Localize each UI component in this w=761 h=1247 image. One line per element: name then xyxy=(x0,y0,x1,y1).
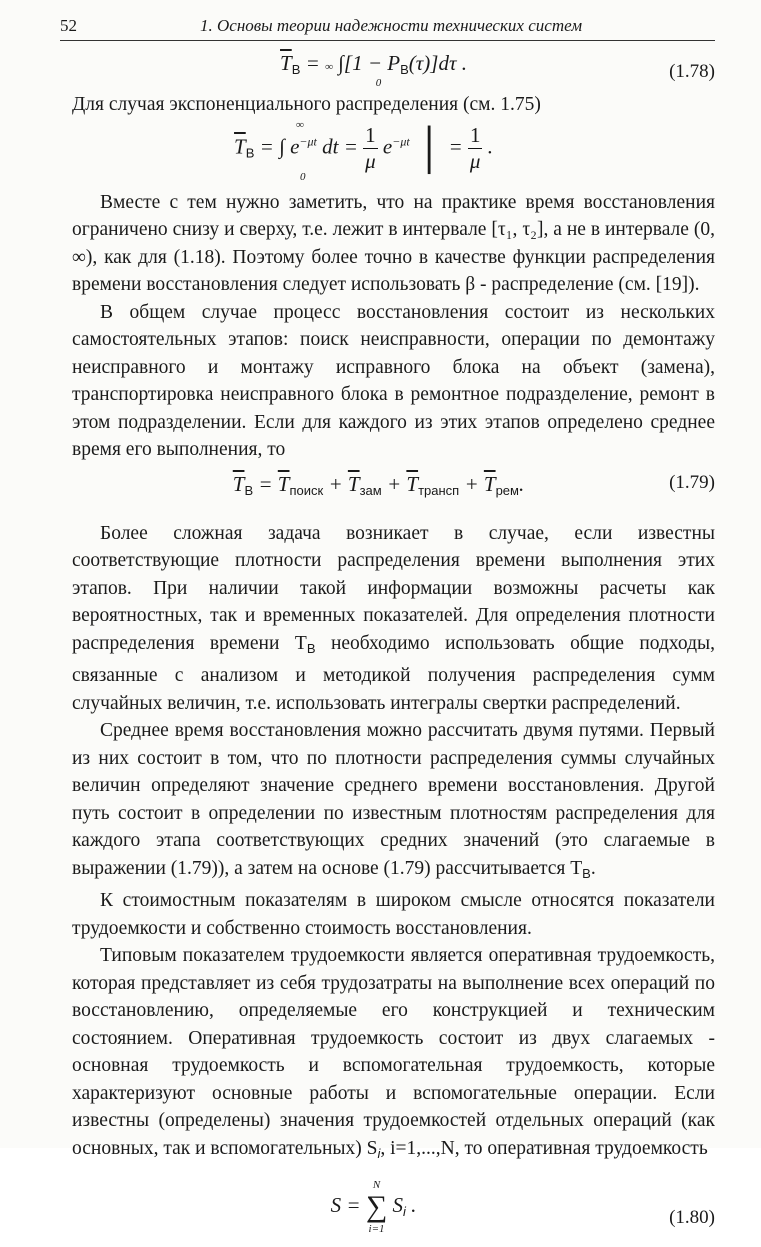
frac-denominator: μ xyxy=(365,148,376,173)
running-title: 1. Основы теории надежности технических систем xyxy=(200,16,583,35)
lower-limit: 0 xyxy=(375,77,382,89)
eq-sub: рем xyxy=(495,482,519,498)
paragraph-text: Более сложная задача возникает в случае, если известны соответствующие плотности распределения времени выполнения этих этапов. При наличии такой информации возможны расчеты как вероятностных, так и временных показателей. Для определения плотности распределения времени Т xyxy=(72,522,715,654)
inline-sub: В xyxy=(306,640,316,656)
eq-lhs: $\overline{T}$ xyxy=(280,51,292,75)
equation-1-80 xyxy=(72,1177,715,1247)
paragraph-text: Среднее время восстановления можно рассчитать двумя путями. Первый из них состоит в том, что по плотности распределения суммы случайных величин определяют значение среднего времени восстановления. Другой путь состоит в определении по известным плотностям распределения для каждого этапа соответствующих средних значений (это слагаемые в выражении (1.79)), а затем на основе (1.79) рассчитывается T xyxy=(72,720,715,879)
eq-end: . xyxy=(405,1192,417,1217)
eq-term: $\overline{T}$ xyxy=(406,471,419,496)
inline-sub: i xyxy=(377,1145,381,1161)
eq-term: $\overline{T}$ xyxy=(483,471,496,496)
eq-lhs-sub: В xyxy=(291,62,301,77)
upper-limit: N xyxy=(372,1179,381,1191)
inline-sub: В xyxy=(582,865,591,881)
eq-term: $\overline{T}$ xyxy=(277,471,290,496)
eq-term: $\overline{T}$ xyxy=(232,471,245,496)
paragraph: В общем случае процесс восстановления состоит из нескольких самостоятельных этапов: поиск неисправности, операции по демонтажу неисправного и монтажу исправного блока на объект (замена), транспортировка неисправного блока в ремонтное подразделение, ремонт в этом подразделении. Если для каждого из этих этапов определено среднее время его выполнения, то xyxy=(72,301,715,460)
eq-lhs: $\overline{T}$ xyxy=(234,133,246,158)
paragraph: К стоимостным показателям в широком смысле относятся показатели трудоемкости и собственно стоимость восстановления. xyxy=(72,890,715,939)
eq-integrand: = ∫ e xyxy=(259,133,300,158)
eq-body: ∫[1 − P xyxy=(338,51,401,75)
paragraph: Вместе с тем нужно заметить, что на практике время восстановления ограничено снизу и сверху, т.е. лежит в интервале [τ₁, τ₂], а не в интервале (0, ∞), как для (1.18). Поэтому более точно в качестве функции распределения времени восстановления следует использовать β - распределение (см. [19]). xyxy=(72,191,715,295)
equation-number: (1.79) xyxy=(669,471,715,493)
page-header xyxy=(60,14,715,41)
frac-numerator: 1 xyxy=(469,122,481,147)
lower-limit: i=1 xyxy=(368,1223,385,1235)
page-number: 52 xyxy=(60,16,77,35)
sum-operator xyxy=(366,1177,387,1237)
eq-body-end: (τ)]dτ . xyxy=(408,51,467,75)
eq-sub: В xyxy=(244,482,254,498)
equation-1-78: $\overline{T}_В$ = ∞ $\int[1 - P_В(\tau)]d\tau$ . 0 (1.78) xyxy=(280,51,715,89)
equation-number: (1.78) xyxy=(669,61,715,82)
eq-body-sub: В xyxy=(400,62,409,77)
integral-limits xyxy=(325,55,333,75)
fraction xyxy=(468,123,483,174)
paragraph xyxy=(72,520,715,718)
eq-lhs: S = xyxy=(330,1192,366,1217)
eq-exponent: −μt xyxy=(392,133,410,148)
eq-sub: трансп xyxy=(418,482,460,498)
eq-sign: = xyxy=(443,133,468,158)
paragraph-text: Типовым показателем трудоемкости является оперативная трудоемкость, которая представляет из себя трудозатраты на выполнение всех операций по восстановлению, определяемые его конструкцией и техническим состоянием. Оперативная трудоемкость состоит из двух слагаемых - основная трудоемкость и вспомогательная трудоемкость, которые характеризуют основные работы и вспомогательные операции. Если известны (определены) значения трудоемкостей отдельных операций (как основных, так и вспомогательных) S xyxy=(72,945,715,1159)
fraction xyxy=(363,123,378,174)
eq-end: . xyxy=(482,133,493,158)
paragraph-text-end: . xyxy=(590,857,596,879)
paragraph: Для случая экспоненциального распределения (см. 1.75) xyxy=(72,94,541,115)
evaluation-bar: │ xyxy=(414,125,444,171)
eq-exp-term: e xyxy=(377,133,393,158)
eq-sub: i xyxy=(402,1203,406,1219)
equation-1-79: $\overline{T}_В = \overline{T}_{поиск} + \overline{T}_{зам} + \overline{T}_{трансп} + \overline{T}_{рем}$. (1.79) xyxy=(232,471,715,498)
equation-exponential xyxy=(72,119,715,189)
frac-numerator: 1 xyxy=(365,122,376,147)
eq-term: S xyxy=(392,1192,403,1217)
upper-limit: ∞ xyxy=(296,118,304,131)
eq-lhs-sub: В xyxy=(245,144,255,160)
lower-limit: 0 xyxy=(300,170,306,183)
paragraph-text-end: , i=1,...,N, то оперативная трудоемкость xyxy=(380,1137,708,1159)
upper-limit: ∞ xyxy=(325,61,333,74)
paragraph xyxy=(72,942,715,1167)
equation-number: (1.80) xyxy=(669,1207,715,1228)
eq-sub: зам xyxy=(359,482,382,498)
eq-exponent: −μt xyxy=(299,133,317,148)
eq-term: $\overline{T}$ xyxy=(347,471,360,496)
paragraph-text-end: необходимо использовать общие подходы, связанные с анализом и методикой получения распределения сумм случайных величин, т.е. использовать интегралы свертки распределений. xyxy=(72,632,715,714)
eq-sub: поиск xyxy=(289,482,324,498)
eq-dt: dt = xyxy=(316,133,364,158)
sigma-symbol: ∑ xyxy=(365,1190,388,1223)
frac-denominator: μ xyxy=(469,148,481,173)
paragraph xyxy=(72,717,715,887)
